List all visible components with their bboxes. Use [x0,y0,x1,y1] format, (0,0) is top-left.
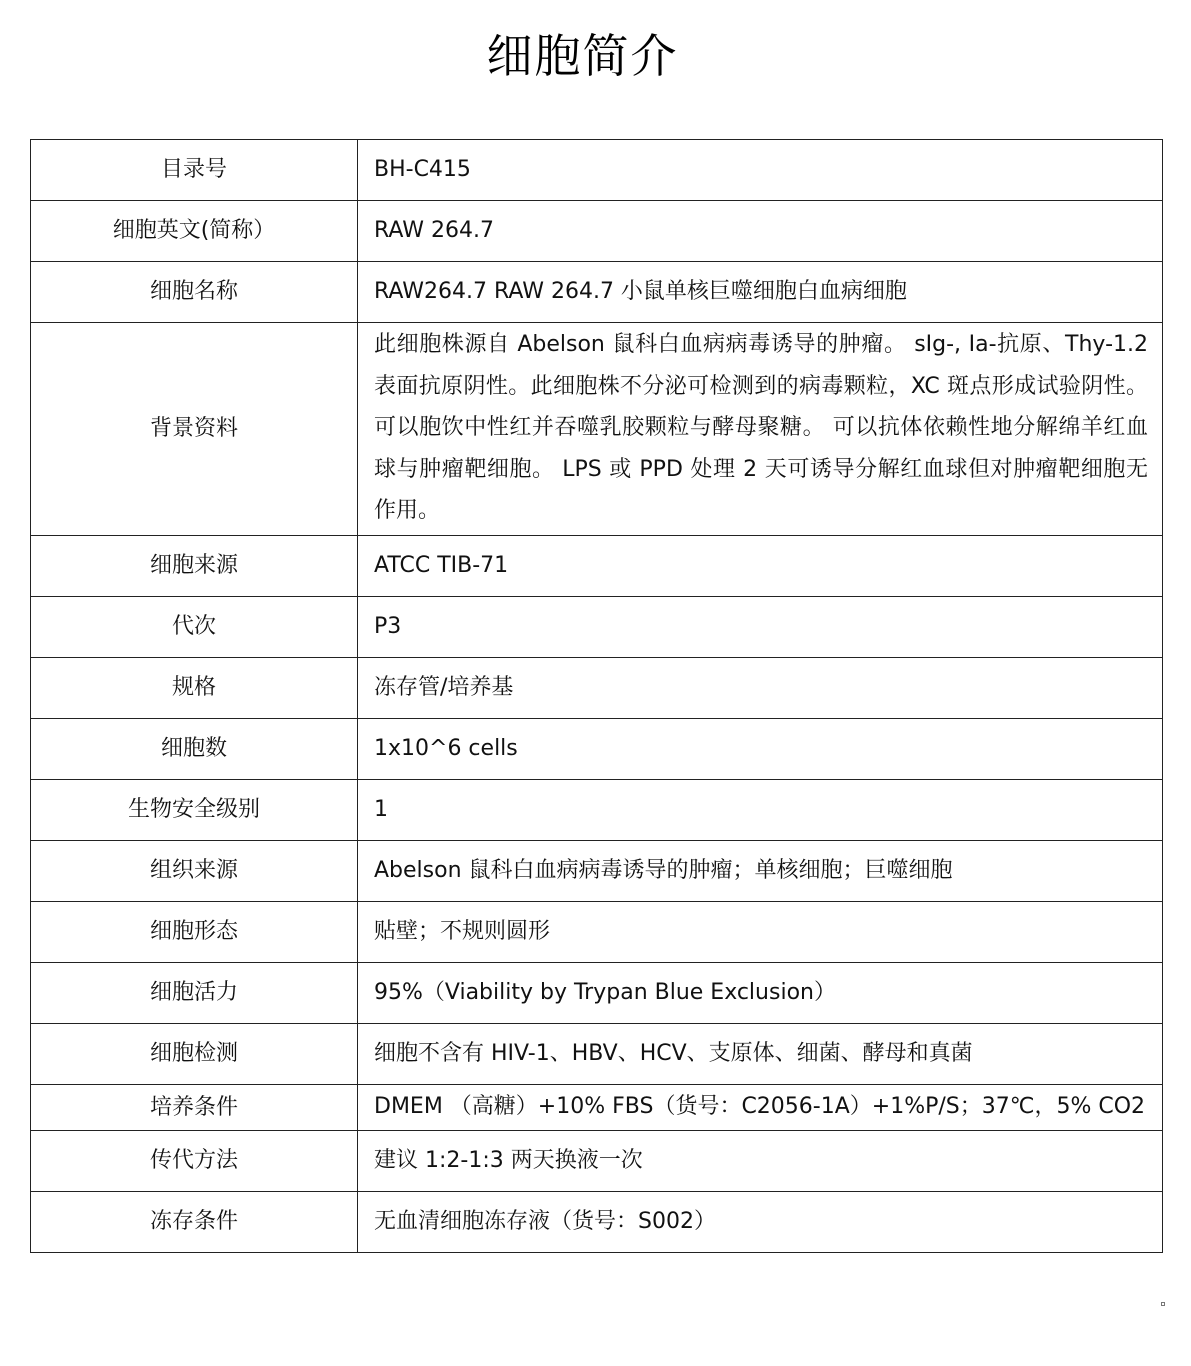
row-label: 细胞数 [31,718,358,779]
table-row [31,201,1163,262]
row-value: ATCC TIB-71 [358,535,1163,596]
table-row [31,140,1163,201]
row-label: 组织来源 [31,840,358,901]
row-label: 细胞检测 [31,1023,358,1084]
row-value: 1x10^6 cells [358,718,1163,779]
cell-info-table [30,139,1163,1253]
row-label: 背景资料 [31,323,358,536]
row-value: P3 [358,596,1163,657]
row-label: 传代方法 [31,1131,358,1192]
row-value: DMEM （高糖）+10% FBS（货号：C2056-1A）+1%P/S；37℃，5% CO2 [358,1084,1163,1131]
table-row [31,262,1163,323]
page-title: 细胞简介 [486,29,679,83]
row-label: 细胞英文(简称） [31,201,358,262]
row-label: 代次 [31,596,358,657]
row-value: 冻存管/培养基 [358,657,1163,718]
table-row [31,1192,1163,1253]
row-value: 此细胞株源自 Abelson 鼠科白血病病毒诱导的肿瘤。 sIg-, Ia-抗原、Thy-1.2 表面抗原阴性。此细胞株不分泌可检测到的病毒颗粒，XC 斑点形成试验阴性。 可以胞饮中性红并吞噬乳胶颗粒与酵母聚糖。 可以抗体依赖性地分解绵羊红血球与肿瘤靶细胞。 LPS 或 PPD 处理 2 天可诱导分解红血球但对肿瘤靶细胞无作用。 [358,323,1163,536]
row-label: 细胞名称 [31,262,358,323]
table-resize-handle [1161,1302,1165,1306]
row-value: 细胞不含有 HIV-1、HBV、HCV、支原体、细菌、酵母和真菌 [358,1023,1163,1084]
row-value: RAW264.7 RAW 264.7 小鼠单核巨噬细胞白血病细胞 [358,262,1163,323]
table-row [31,1023,1163,1084]
table-row [31,1131,1163,1192]
row-value: Abelson 鼠科白血病病毒诱导的肿瘤；单核细胞；巨噬细胞 [358,840,1163,901]
table-row [31,323,1163,536]
row-label: 细胞形态 [31,901,358,962]
row-value: 贴壁；不规则圆形 [358,901,1163,962]
row-value: 无血清细胞冻存液（货号：S002） [358,1192,1163,1253]
row-value: BH-C415 [358,140,1163,201]
table-row [31,535,1163,596]
table-row [31,718,1163,779]
row-label: 生物安全级别 [31,779,358,840]
row-value: 1 [358,779,1163,840]
table-row [31,840,1163,901]
table-row [31,962,1163,1023]
row-label: 规格 [31,657,358,718]
row-label: 目录号 [31,140,358,201]
row-value: RAW 264.7 [358,201,1163,262]
table-row [31,901,1163,962]
row-value: 建议 1:2-1:3 两天换液一次 [358,1131,1163,1192]
row-label: 细胞活力 [31,962,358,1023]
table-row [31,596,1163,657]
table-row [31,657,1163,718]
row-label: 培养条件 [31,1084,358,1131]
table-row [31,1084,1163,1131]
table-row [31,779,1163,840]
row-label: 冻存条件 [31,1192,358,1253]
row-label: 细胞来源 [31,535,358,596]
row-value: 95%（Viability by Trypan Blue Exclusion） [358,962,1163,1023]
